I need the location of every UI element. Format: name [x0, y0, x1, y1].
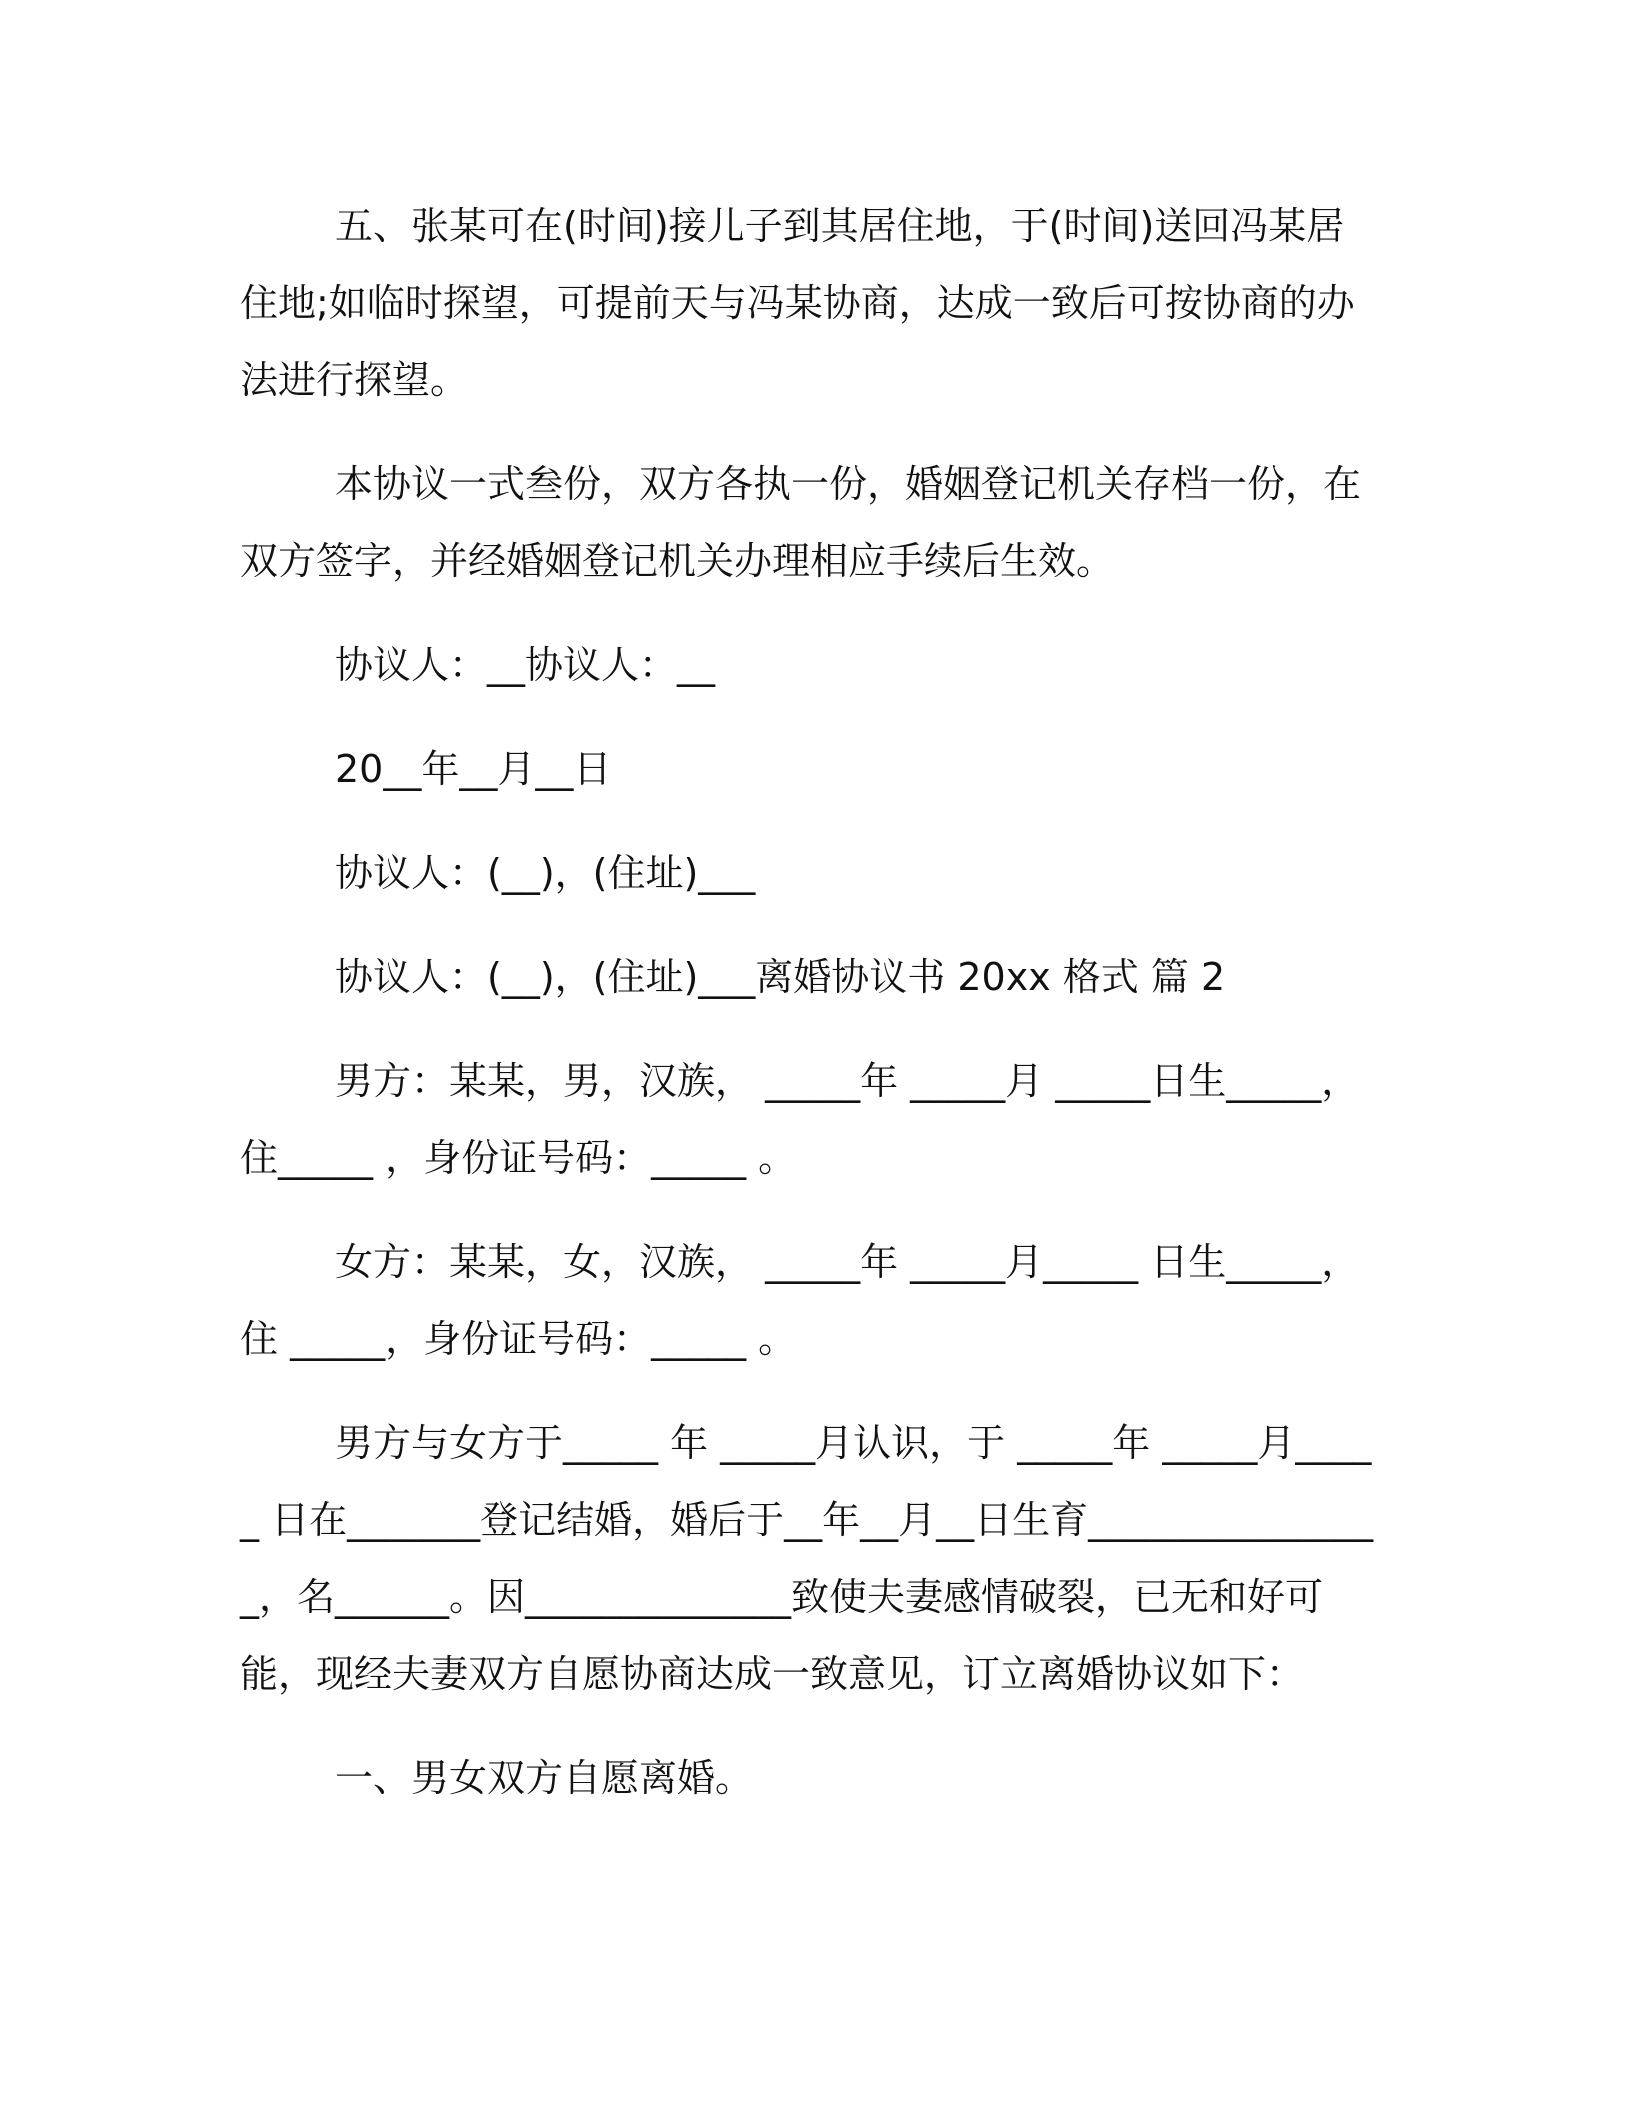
- paragraph-party-two-and-title: 协议人：(__)，(住址)___离婚协议书 20xx 格式 篇 2: [335, 955, 1226, 999]
- paragraph-wife-info: 女方：某某，女，汉族， _____年 _____月_____ 日生_____，住 _____，身份证号码：_____ 。: [240, 1240, 1360, 1361]
- paragraph-visitation-clause: 五、张某可在(时间)接儿子到其居住地，于(时间)送回冯某居住地;如临时探望，可提前天与冯某协商，达成一致后可按协商的办法进行探望。: [240, 204, 1355, 402]
- paragraph-signatories: 协议人：__协议人：__: [335, 643, 716, 687]
- paragraph-party-one: 协议人：(__)，(住址)___: [335, 851, 756, 895]
- paragraph-marriage-history: 男方与女方于_____ 年 _____月认识，于 _____年 _____月_____ 日在_______登记结婚，婚后于__年__月__日生育________________，名______。因______________致使夫妻感情破裂，已无和好可能，现经夫妻双方自愿协商达成一致意见，订立离婚协议如下：: [240, 1421, 1374, 1696]
- document-body: [240, 188, 1380, 1844]
- paragraph-date: 20__年__月__日: [335, 747, 612, 791]
- paragraph-copies-clause: 本协议一式叁份，双方各执一份，婚姻登记机关存档一份，在双方签字，并经婚姻登记机关办理相应手续后生效。: [240, 462, 1362, 583]
- paragraph-husband-info: 男方：某某，男，汉族， _____年 _____月 _____日生_____，住_____ ，身份证号码：_____ 。: [240, 1059, 1360, 1180]
- paragraph-clause-one: 一、男女双方自愿离婚。: [335, 1756, 754, 1800]
